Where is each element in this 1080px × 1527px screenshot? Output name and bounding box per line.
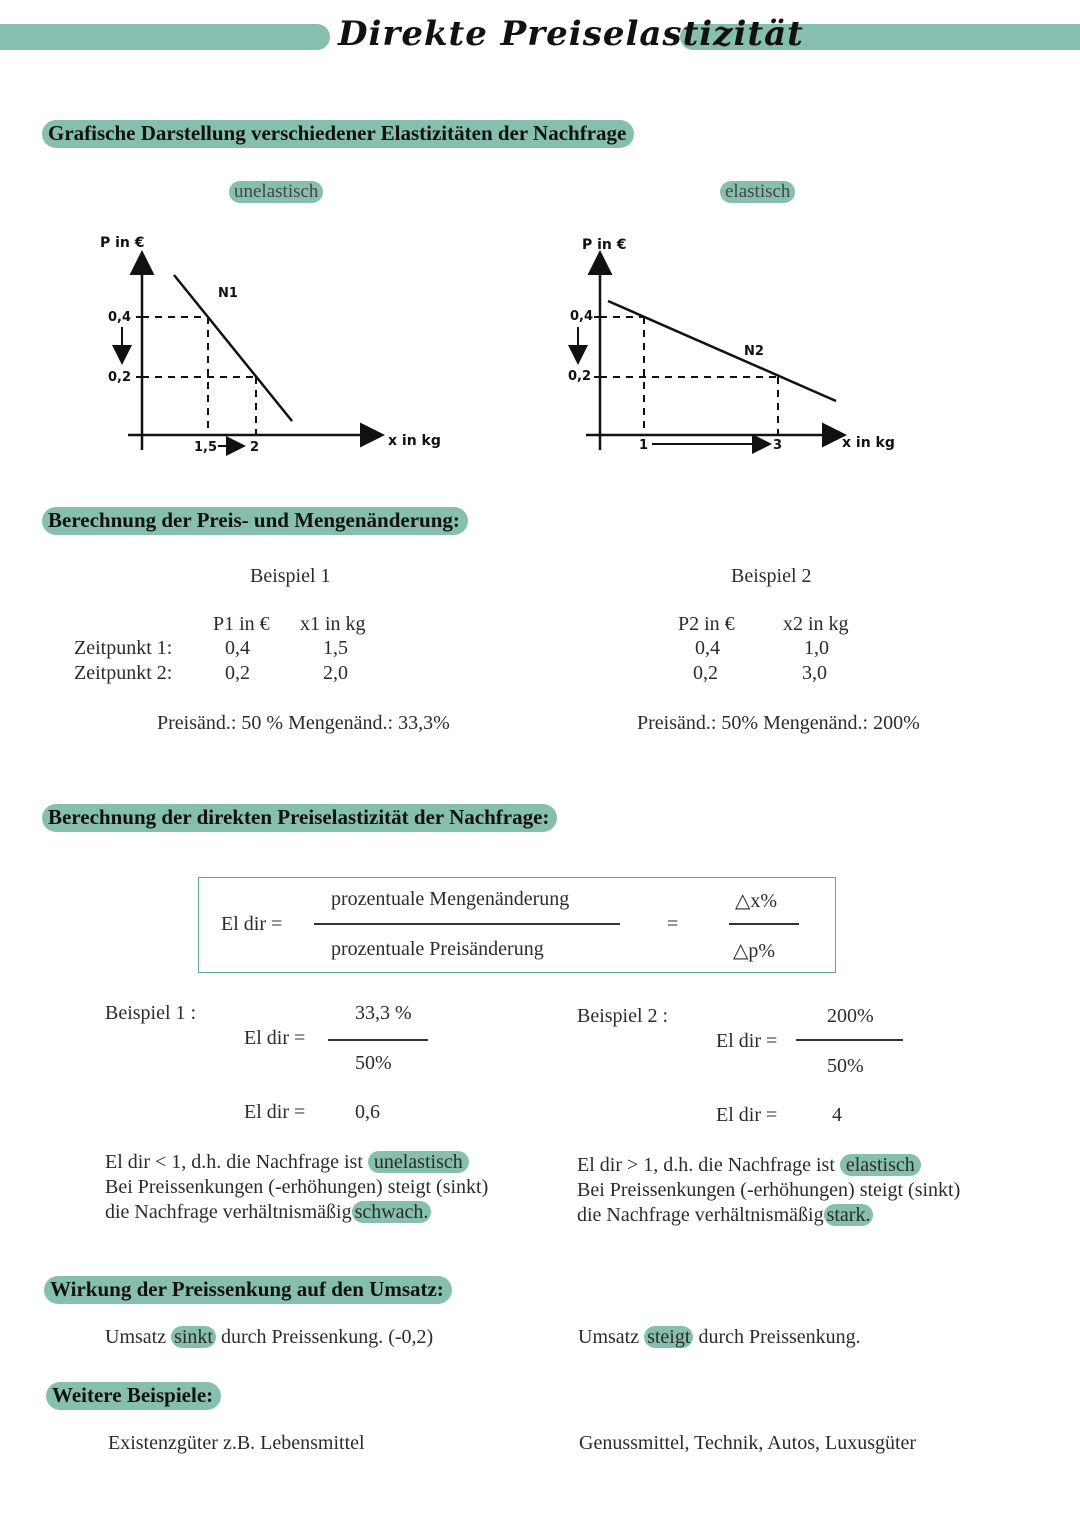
graph1-y-tick-04: 0,4 (108, 310, 132, 325)
title-bar-left (0, 24, 330, 50)
page-title: Direkte Preiselastizität (338, 14, 804, 54)
graph-unelastic (90, 225, 460, 465)
example1-row2-x: 2,0 (323, 662, 348, 684)
calc1-line3-text: die Nachfrage verhältnismäßig (105, 1201, 352, 1223)
graph2-x-tick-3: 3 (773, 438, 783, 453)
example2-row1-p: 0,4 (695, 637, 720, 659)
graph2-x-tick-1: 1 (639, 438, 649, 453)
graph2-y-tick-04: 0,4 (570, 309, 594, 324)
calc2-line2: Bei Preissenkungen (-erhöhungen) steigt (sinkt) (577, 1179, 961, 1201)
heading-graphs: Grafische Darstellung verschiedener Elastizitäten der Nachfrage (42, 120, 634, 148)
calc2-line3-text: die Nachfrage verhältnismäßig (577, 1204, 824, 1226)
graph2-x-axis-label: x in kg (842, 435, 895, 451)
calc2-lhs: El dir = (716, 1030, 778, 1052)
example1-row1-p: 0,4 (225, 637, 250, 659)
formula-denominator: prozentuale Preisänderung (331, 938, 544, 960)
calc1-fraction-line (328, 1039, 428, 1041)
calc1-numerator: 33,3 % (355, 1002, 412, 1024)
revenue1 (105, 1326, 433, 1349)
heading-examples: Weitere Beispiele: (46, 1382, 221, 1410)
examples-elastic: Genussmittel, Technik, Autos, Luxusgüter (579, 1432, 917, 1454)
formula-numerator: prozentuale Mengenänderung (331, 888, 570, 910)
example2-col-x: x2 in kg (783, 613, 849, 635)
examples-inelastic: Existenzgüter z.B. Lebensmittel (108, 1432, 365, 1454)
graph2-label: elastisch (720, 181, 795, 203)
example2-row2-p: 0,2 (693, 662, 718, 684)
calc1-result-lhs: El dir = (244, 1101, 306, 1123)
heading-calc-elasticity: Berechnung der direkten Preiselastizität der Nachfrage: (42, 804, 557, 832)
graph1-x-tick-15: 1,5 (194, 440, 218, 455)
graph2-y-tick-02: 0,2 (568, 369, 592, 384)
example2-row2-x: 3,0 (802, 662, 827, 684)
heading-calc-change: Berechnung der Preis- und Mengenänderung: (42, 507, 468, 535)
example1-row2-label: Zeitpunkt 2: (74, 662, 173, 684)
calc2-result-lhs: El dir = (716, 1104, 778, 1126)
calc2-fraction-line (796, 1039, 903, 1041)
revenue2-pre: Umsatz (578, 1326, 640, 1348)
calc1-line1-text: El dir < 1, d.h. die Nachfrage ist (105, 1151, 363, 1173)
example1-row1-label: Zeitpunkt 1: (74, 637, 173, 659)
calc1-line3-highlight: schwach. (352, 1201, 432, 1223)
formula-lhs: El dir = (221, 913, 283, 935)
graph2-y-axis-label: P in € (582, 237, 627, 253)
example1-col-x: x1 in kg (300, 613, 366, 635)
graph1-x-axis-label: x in kg (388, 433, 441, 449)
graph1-label: unelastisch (229, 181, 323, 203)
calc1-label: Beispiel 1 : (105, 1002, 197, 1024)
calc1-denominator: 50% (355, 1052, 392, 1074)
example1-row2-p: 0,2 (225, 662, 250, 684)
example1-summary: Preisänd.: 50 % Mengenänd.: 33,3% (157, 712, 450, 734)
calc1-line1-highlight: unelastisch (368, 1151, 469, 1173)
calc2-line1-text: El dir > 1, d.h. die Nachfrage ist (577, 1154, 835, 1176)
revenue1-pre: Umsatz (105, 1326, 167, 1348)
example2-row1-x: 1,0 (804, 637, 829, 659)
graph1-y-tick-02: 0,2 (108, 370, 132, 385)
calc2-result: 4 (832, 1104, 842, 1126)
revenue1-post: durch Preissenkung. (-0,2) (221, 1326, 434, 1348)
example2-heading: Beispiel 2 (731, 565, 812, 587)
formula-num-symbol: △x% (735, 890, 778, 912)
example1-heading: Beispiel 1 (250, 565, 331, 587)
revenue1-highlight: sinkt (171, 1326, 216, 1348)
formula-equals: = (667, 913, 679, 935)
heading-revenue: Wirkung der Preissenkung auf den Umsatz: (44, 1276, 452, 1304)
calc2-line1 (577, 1154, 921, 1177)
example2-summary: Preisänd.: 50% Mengenänd.: 200% (637, 712, 920, 734)
graph1-x-tick-2: 2 (250, 440, 260, 455)
formula-fraction-line (314, 923, 620, 925)
revenue2 (578, 1326, 861, 1349)
formula-symbol-line (729, 923, 799, 925)
example1-row1-x: 1,5 (323, 637, 348, 659)
calc2-denominator: 50% (827, 1055, 864, 1077)
calc2-line3-highlight: stark. (824, 1204, 874, 1226)
graph1-y-axis-label: P in € (100, 235, 145, 251)
graph2-curve-label: N2 (744, 344, 764, 359)
formula-den-symbol: △p% (733, 940, 776, 962)
calc2-line3 (577, 1204, 873, 1227)
graph1-curve-label: N1 (218, 286, 238, 301)
revenue2-highlight: steigt (644, 1326, 693, 1348)
revenue2-post: durch Preissenkung. (698, 1326, 861, 1348)
calc1-line3 (105, 1201, 431, 1224)
calc2-label: Beispiel 2 : (577, 1005, 669, 1027)
calc1-lhs: El dir = (244, 1027, 306, 1049)
calc1-line2: Bei Preissenkungen (-erhöhungen) steigt (sinkt) (105, 1176, 489, 1198)
calc2-line1-highlight: elastisch (840, 1154, 921, 1176)
example2-col-p: P2 in € (678, 613, 735, 635)
calc1-line1 (105, 1151, 469, 1174)
example1-col-p: P1 in € (213, 613, 270, 635)
graph-elastic (560, 225, 930, 465)
calc1-result: 0,6 (355, 1101, 380, 1123)
calc2-numerator: 200% (827, 1005, 874, 1027)
